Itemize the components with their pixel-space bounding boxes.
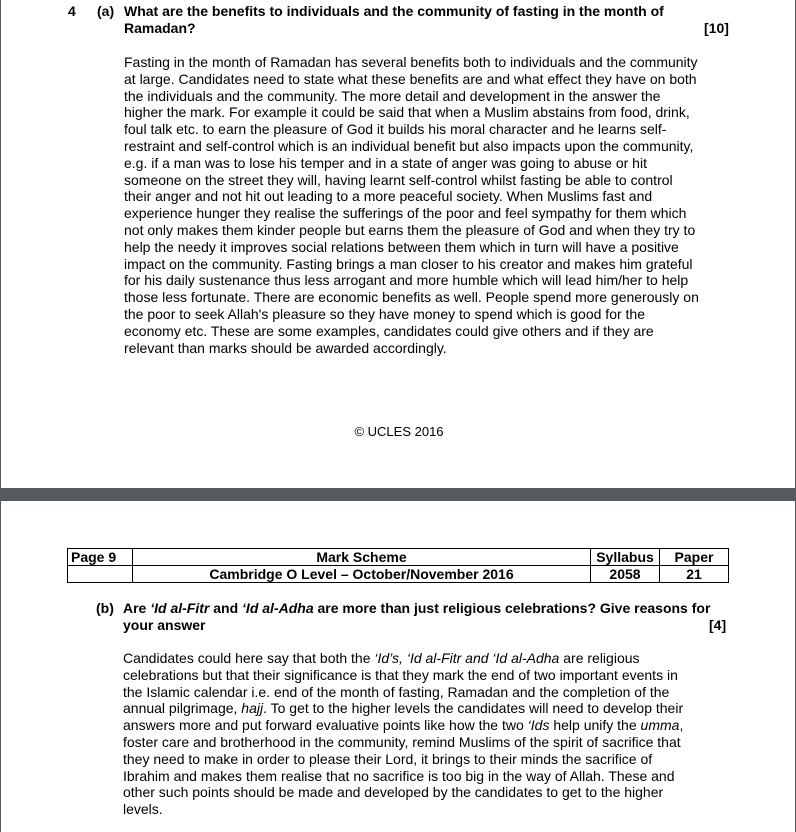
answer-a-line: e.g. if a man was to lose his temper and in a state of anger was going to abuse or hit — [124, 154, 647, 171]
paper-label: Paper — [660, 549, 729, 566]
paper-number: 21 — [660, 566, 729, 583]
answer-b-line: Candidates could here say that both the ‘Id’s, ‘Id al-Fitr and ‘Id al-Adha are religious — [123, 650, 640, 666]
answer-a-line: impact on the community. Fasting brings a man closer to his creator and makes him grateful — [124, 255, 693, 272]
syllabus-label: Syllabus — [591, 549, 660, 566]
answer-b-line: the Islamic calendar i.e. end of the month of fasting, Ramadan and the completion of the — [123, 683, 670, 700]
answer-a-line: the poor to seek Allah's pleasure so they have money to spend which is good for the — [124, 305, 645, 322]
mark-scheme-header-table — [67, 548, 729, 583]
answer-b-line: other such points should be made and developed by the candidates to get to the higher — [123, 784, 664, 801]
answer-a-line: higher the mark. For example it could be said that when a Muslim abstains from food, drink, — [124, 104, 690, 121]
answer-b-line: Ibrahim and makes them realise that no sacrifice is too big in the way of Allah. These and — [123, 767, 675, 784]
question-a-marks: [10] — [704, 20, 729, 36]
qualification-title: Cambridge O Level – October/November 2016 — [133, 566, 591, 583]
empty-cell — [68, 566, 133, 583]
question-a-line-2: Ramadan? — [124, 20, 196, 36]
answer-a-line: relevant than marks should be awarded accordingly. — [124, 339, 447, 356]
syllabus-code: 2058 — [591, 566, 660, 583]
answer-a-line: not only makes them kinder people but earns them the pleasure of God and when they try to — [124, 221, 696, 238]
answer-a-line: economy etc. These are some examples, candidates could give others and if they are — [124, 322, 654, 339]
answer-a-paragraph — [124, 54, 730, 356]
answer-a-line: experience hunger they realise the sufferings of the poor and feel sympathy for them which — [124, 205, 687, 222]
answer-a-line: foul talk etc. to earn the pleasure of God it builds his moral character and he learns self- — [124, 121, 667, 138]
answer-a-line: someone on the street they will, having learnt self-control whilst fasting be able to control — [124, 171, 673, 188]
page-number: Page 9 — [68, 549, 133, 566]
answer-b-line: celebrations but that their significance is that they mark the end of two important events in — [123, 666, 678, 683]
answer-b-line: annual pilgrimage, hajj. To get to the higher levels the candidates will need to develop their — [123, 700, 684, 717]
answer-a-line: restraint and self-control which is an individual benefit but also impacts upon the community, — [124, 137, 694, 154]
answer-b-line: answers more and put forward evaluative points like how the two ‘Ids help unify the umma, — [123, 717, 684, 734]
question-number: 4 — [68, 3, 76, 19]
question-b-line-1: Are ‘Id al-Fitr and ‘Id al-Adha are more than just religious celebrations? Give reasons for — [123, 600, 711, 616]
copyright-footer: © UCLES 2016 — [354, 424, 444, 439]
question-a-line-1: What are the benefits to individuals and the community of fasting in the month of — [124, 3, 664, 19]
answer-a-line: their anger and not hit out leading to a more peaceful society. When Muslims fast and — [124, 188, 653, 205]
answer-b-line: levels. — [123, 801, 163, 818]
answer-b-paragraph — [123, 650, 729, 818]
answer-a-line: for his daily sustenance thus less arrogant and more humble which will lead him/her to help — [124, 272, 689, 289]
question-b-marks: [4] — [709, 617, 727, 633]
answer-a-line: the individuals and the community. The more detail and development in the answer the — [124, 87, 661, 104]
answer-b-line: foster care and brotherhood in the community, remind Muslims of the spirit of sacrifice that — [123, 733, 681, 750]
question-b-label: (b) — [96, 600, 114, 616]
question-a-label: (a) — [97, 3, 115, 19]
question-b-line-2: your answer — [123, 617, 206, 633]
answer-a-line: Fasting in the month of Ramadan has several benefits both to individuals and the community — [124, 54, 698, 70]
page-separator — [0, 488, 796, 501]
answer-a-line: at large. Candidates need to state what these benefits are and what effect they have on both — [124, 70, 697, 87]
term-id-al-fitr: ‘Id al-Fitr — [150, 600, 210, 616]
answer-b-line: they need to make in order to please their Lord, it brings to their minds the sacrifice of — [123, 750, 653, 767]
mark-scheme-title: Mark Scheme — [133, 549, 591, 566]
term-id-al-adha: ‘Id al-Adha — [242, 600, 314, 616]
answer-a-line: those less fortunate. There are economic benefits as well. People spend more generously on — [124, 289, 699, 306]
answer-a-line: help the needy it improves social relations between them which in turn will have a positive — [124, 238, 679, 255]
